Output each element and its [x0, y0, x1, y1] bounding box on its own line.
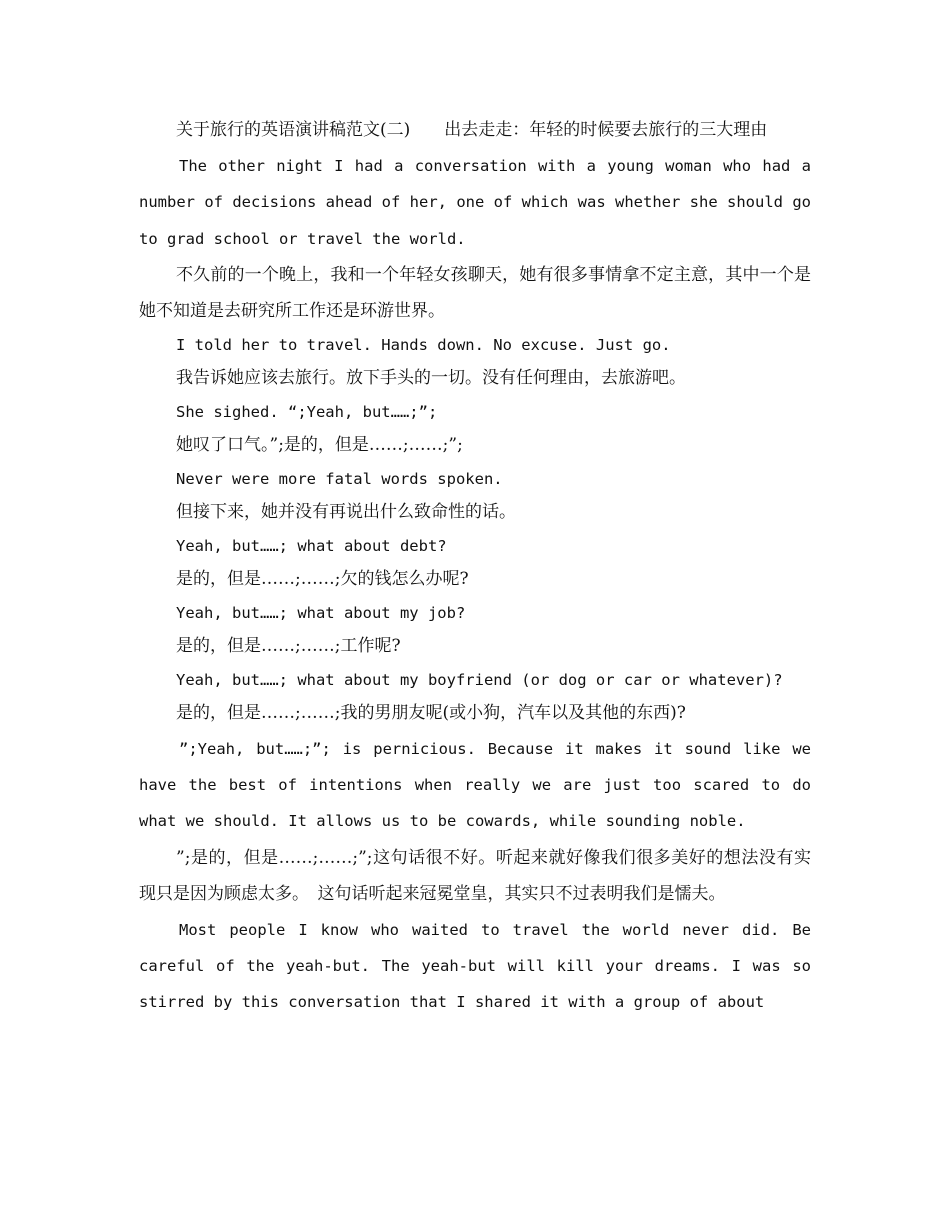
paragraph-zh-3: 她叹了口气。”;是的，但是……;……;”;: [176, 435, 463, 456]
paragraph-zh-6: 是的，但是……;……;工作呢?: [176, 636, 401, 657]
paragraph-en-3: She sighed. “;Yeah, but……;”;: [176, 402, 438, 421]
paragraph-zh-8: ”;是的，但是……;……;”;这句话很不好。听起来就好像我们很多美好的想法没有实现只是因为顾虑太多。 这句话听起来冠冕堂皇，其实只不过表明我们是懦夫。: [139, 847, 811, 904]
paragraph-zh-7: 是的，但是……;……;我的男朋友呢(或小狗，汽车以及其他的东西)?: [176, 703, 686, 724]
paragraph-en-7: Yeah, but……; what about my boyfriend (or dog or car or whatever)?: [176, 670, 783, 689]
paragraph-zh-5: 是的，但是……;……;欠的钱怎么办呢?: [176, 569, 469, 590]
paragraph-en-9: Most people I know who waited to travel the world never did. Be careful of the yeah-but. The yeah-but will kill your dreams. I was so stirred by this conversation that I shared it with a group of about: [139, 920, 811, 1012]
paragraph-zh-4: 但接下来，她并没有再说出什么致命性的话。: [176, 502, 516, 523]
document-title: 关于旅行的英语演讲稿范文(二) 出去走走：年轻的时候要去旅行的三大理由: [176, 120, 768, 140]
paragraph-zh-2: 我告诉她应该去旅行。放下手头的一切。没有任何理由，去旅游吧。: [176, 368, 686, 389]
document-page: [139, 112, 811, 1021]
paragraph-en-6: Yeah, but……; what about my job?: [176, 603, 466, 622]
paragraph-en-8: ”;Yeah, but……;”; is pernicious. Because it makes it sound like we have the best of intentions when really we are just too scared to do what we should. It allows us to be cowards, while sounding noble.: [139, 739, 811, 831]
paragraph-en-2: I told her to travel. Hands down. No excuse. Just go.: [176, 335, 671, 354]
paragraph-en-4: Never were more fatal words spoken.: [176, 469, 503, 488]
paragraph-en-1: The other night I had a conversation with a young woman who had a number of decisions ahead of her, one of which was whether she should go to grad school or travel the world.: [139, 157, 811, 248]
paragraph-en-5: Yeah, but……; what about debt?: [176, 536, 447, 555]
paragraph-zh-1: 不久前的一个晚上，我和一个年轻女孩聊天，她有很多事情拿不定主意，其中一个是她不知道是去研究所工作还是环游世界。: [139, 264, 811, 321]
